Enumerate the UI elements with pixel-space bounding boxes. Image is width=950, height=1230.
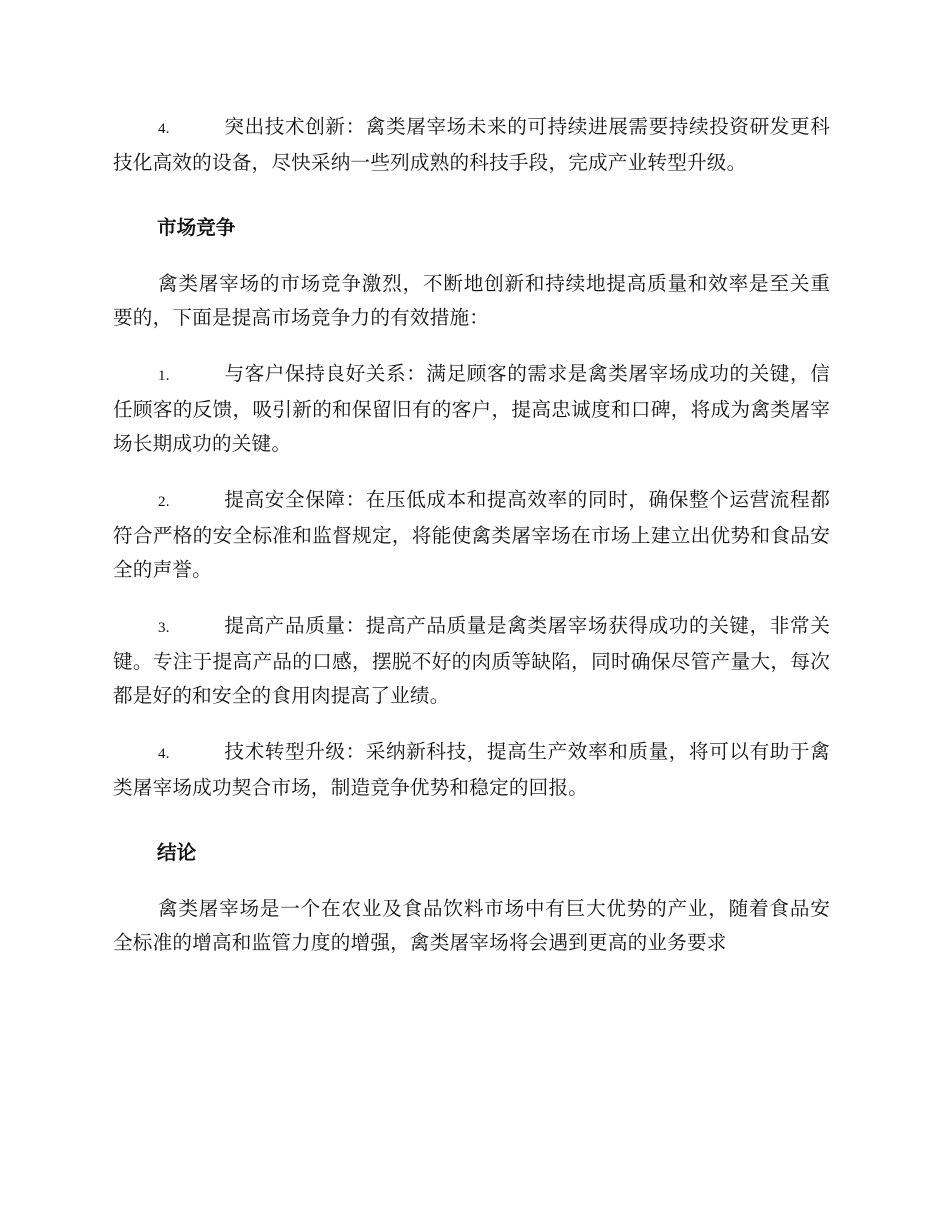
list-item-tech-innovation xyxy=(113,110,830,180)
list-item-safety xyxy=(113,483,830,587)
section-heading-conclusion: 结论 xyxy=(157,841,197,864)
list-number: 4. xyxy=(158,746,170,762)
list-number: 4. xyxy=(158,121,170,137)
paragraph-market-intro: 禽类屠宰场的市场竞争激烈，不断地创新和持续地提高质量和效率是至关重要的，下面是提高市场竞争力的有效措施： xyxy=(113,272,830,329)
list-item-text: 技术转型升级：采纳新科技，提高生产效率和质量，将可以有助于禽类屠宰场成功契合市场，制造竞争优势和稳定的回报。 xyxy=(113,740,830,799)
list-item-customer-relations xyxy=(113,357,830,461)
list-item-text: 提高产品质量：提高产品质量是禽类屠宰场获得成功的关键，非常关键。专注于提高产品的口感，摆脱不好的肉质等缺陷，同时确保尽管产量大，每次都是好的和安全的食用肉提高了业绩。 xyxy=(113,614,830,707)
list-item-quality xyxy=(113,609,830,713)
list-number: 2. xyxy=(158,494,170,510)
section-heading-market: 市场竞争 xyxy=(157,216,236,239)
list-number: 3. xyxy=(158,620,170,636)
list-item-tech-upgrade xyxy=(113,735,830,805)
list-item-text: 与客户保持良好关系：满足顾客的需求是禽类屠宰场成功的关键，信任顾客的反馈，吸引新的和保留旧有的客户，提高忠诚度和口碑，将成为禽类屠宰场长期成功的关键。 xyxy=(113,362,830,455)
paragraph-conclusion: 禽类屠宰场是一个在农业及食品饮料市场中有巨大优势的产业，随着食品安全标准的增高和监管力度的增强，禽类屠宰场将会遇到更高的业务要求 xyxy=(113,897,830,954)
list-item-text: 提高安全保障：在压低成本和提高效率的同时，确保整个运营流程都符合严格的安全标准和监督规定，将能使禽类屠宰场在市场上建立出优势和食品安全的声誉。 xyxy=(113,488,830,581)
list-number: 1. xyxy=(158,368,170,384)
list-item-text: 突出技术创新：禽类屠宰场未来的可持续进展需要持续投资研发更科技化高效的设备，尽快采纳一些列成熟的科技手段，完成产业转型升级。 xyxy=(113,115,830,174)
